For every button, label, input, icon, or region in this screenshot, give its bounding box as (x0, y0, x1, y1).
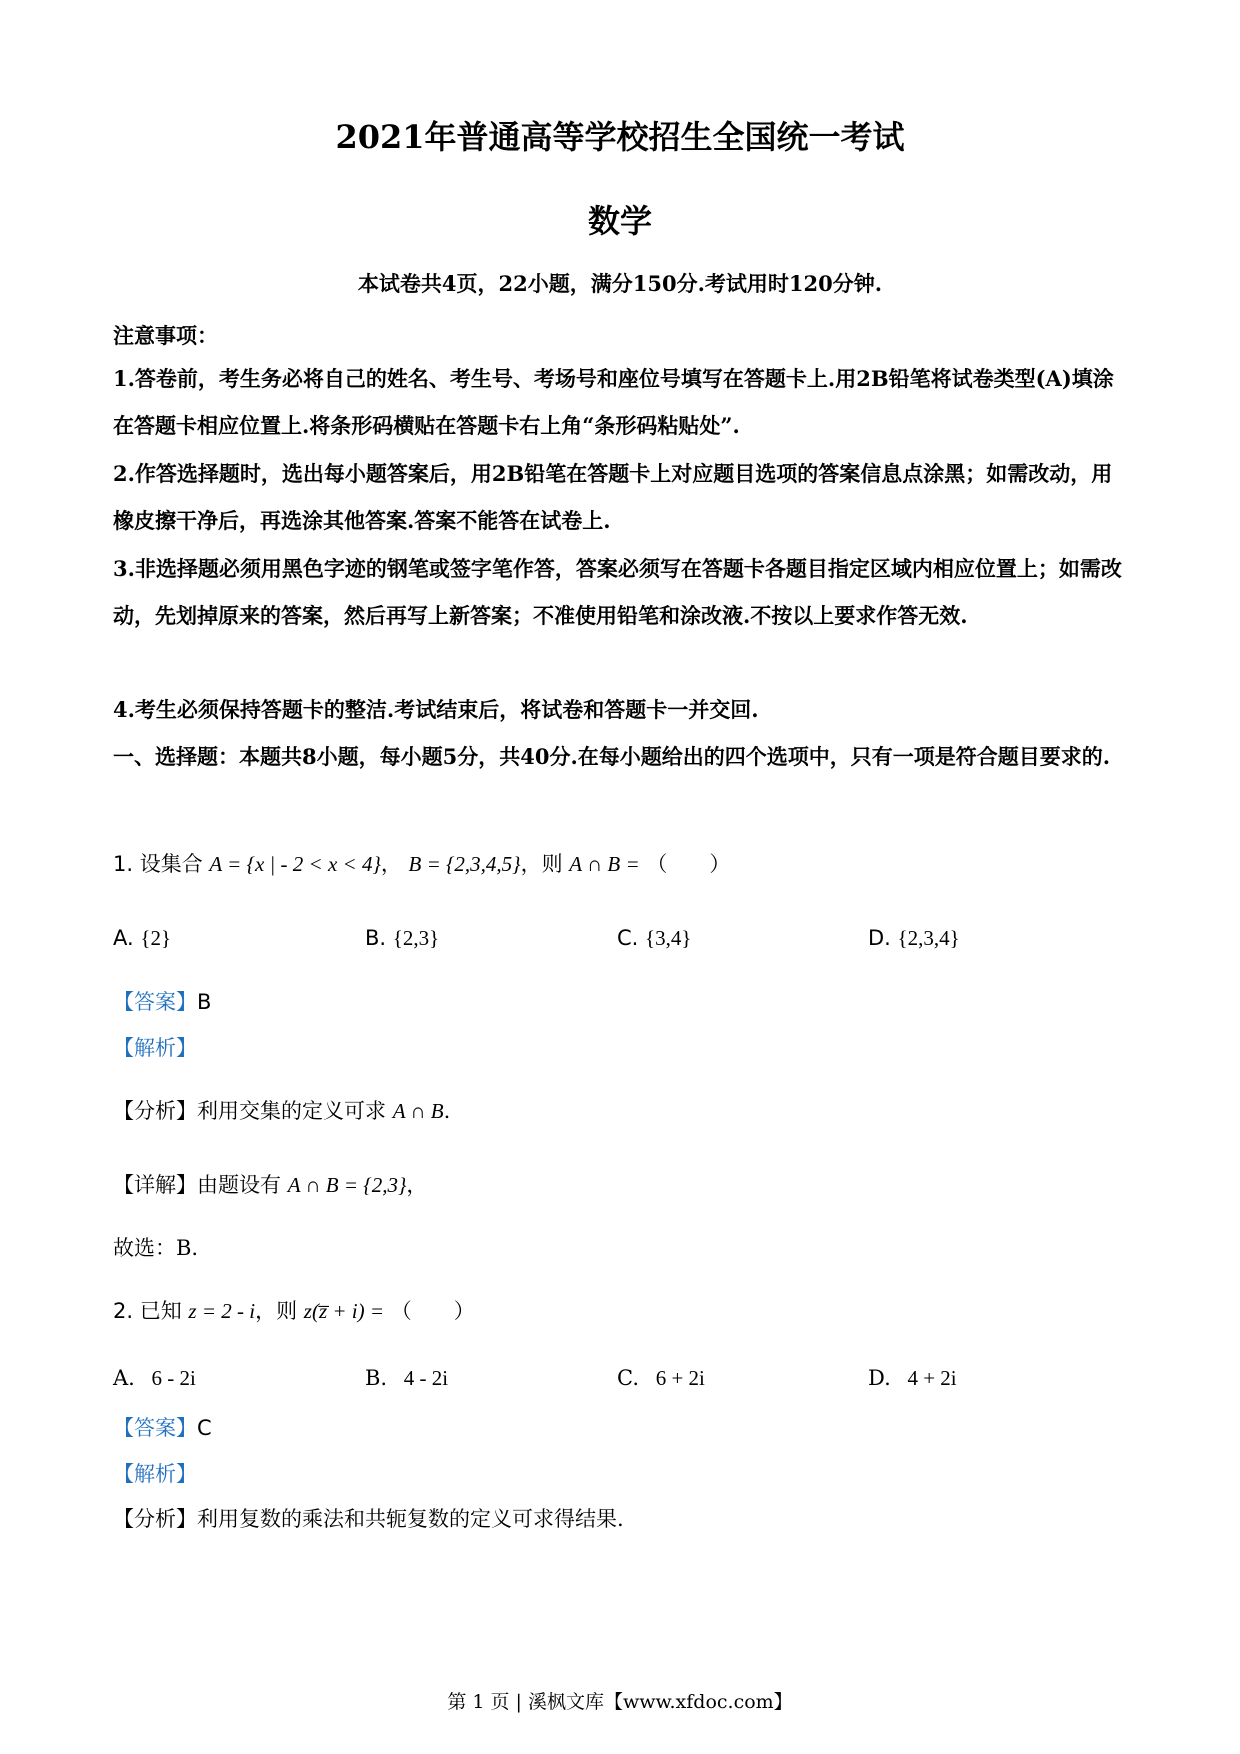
question-text: 已知 (139, 1299, 182, 1323)
option-a (113, 926, 171, 951)
option-label: A. (113, 926, 134, 950)
option-label: D. (868, 926, 891, 950)
analysis-tag: 【解析】 (113, 1036, 197, 1060)
option-c (617, 1366, 705, 1391)
option-label: D. (868, 1366, 891, 1390)
answer-paren: （ ） (646, 852, 731, 876)
fenxi-text: 利用交集的定义可求 (197, 1099, 386, 1123)
analysis-line (113, 1032, 197, 1062)
punctuation: . (443, 1099, 451, 1123)
option-a (113, 1366, 196, 1391)
option-b (365, 926, 439, 951)
option-label: B. (365, 926, 387, 950)
option-label: B. (365, 1366, 388, 1390)
analysis-line (113, 1458, 197, 1488)
question-text: ，则 (520, 852, 563, 876)
question-2-stem (113, 1295, 475, 1325)
option-label: A. (113, 1366, 135, 1390)
answer-value: B (197, 990, 212, 1014)
option-b (365, 1366, 448, 1391)
exam-title: 2021年普通高等学校招生全国统一考试 (335, 118, 905, 156)
answer-tag: 【答案】 (113, 1416, 197, 1440)
page-footer: 第 1 页 | 溪枫文库【www.xfdoc.com】 (447, 1691, 793, 1713)
choose-line: 故选：B. (113, 1236, 199, 1260)
option-label: C. (617, 926, 639, 950)
punctuation: ， (406, 1173, 428, 1197)
fenxi-tag: 【分析】 (113, 1099, 197, 1123)
answer-line (113, 986, 211, 1016)
answer-paren: （ ） (390, 1299, 475, 1323)
exam-info: 本试卷共4页，22小题，满分150分.考试用时120分钟. (357, 271, 883, 296)
detail-tag: 【详解】 (113, 1173, 197, 1197)
separator: ， (380, 852, 402, 876)
question-number: 1. (113, 852, 134, 876)
notice-item-2: 2.作答选择题时，选出每小题答案后，用2B铅笔在答题卡上对应题目选项的答案信息点涂黑；如需改动，用橡皮擦干净后，再选涂其他答案.答案不能答在试卷上. (113, 461, 1113, 533)
notice-item-3: 3.非选择题必须用黑色字迹的钢笔或签字笔作答，答案必须写在答题卡各题目指定区域内相应位置上；如需改动，先划掉原来的答案，然后再写上新答案；不准使用铅笔和涂改液.不按以上要求作答无效. (113, 556, 1122, 628)
intersection-expression: A ∩ B = (569, 852, 640, 876)
notice-item-1: 1.答卷前，考生务必将自己的姓名、考生号、考场号和座位号填写在答题卡上.用2B铅笔将试卷类型(A)填涂在答题卡相应位置上.将条形码横贴在答题卡右上角“条形码粘贴处”. (113, 366, 1114, 438)
analysis-tag: 【解析】 (113, 1462, 197, 1486)
option-value: 4 + 2i (907, 1366, 957, 1390)
option-value: {3,4} (645, 926, 692, 950)
option-d (868, 1366, 957, 1391)
subject-title: 数学 (587, 202, 652, 240)
option-d (868, 926, 960, 951)
option-value: 6 + 2i (655, 1366, 705, 1390)
option-value: 4 - 2i (403, 1366, 449, 1390)
answer-line (113, 1412, 212, 1442)
question-text: ，则 (255, 1299, 298, 1323)
detail-text: 由题设有 (197, 1173, 281, 1197)
answer-tag: 【答案】 (113, 990, 197, 1014)
set-a-expression: A = {x | - 2 < x < 4} (209, 852, 381, 876)
section-1-heading: 一、选择题：本题共8小题，每小题5分，共40分.在每小题给出的四个选项中，只有一项是符合题目要求的. (113, 744, 1111, 769)
detail-expression: A ∩ B = {2,3} (287, 1173, 407, 1197)
complex-expression: z(z̅ + i) = (303, 1299, 385, 1323)
option-c (617, 926, 691, 951)
given-expression: z = 2 - i (188, 1299, 256, 1323)
option-value: {2,3,4} (897, 926, 960, 950)
question-text: 设集合 (139, 852, 203, 876)
answer-value: C (197, 1416, 212, 1440)
option-value: 6 - 2i (151, 1366, 196, 1390)
fenxi-text: 利用复数的乘法和共轭复数的定义可求得结果. (197, 1507, 624, 1531)
set-b-expression: B = {2,3,4,5} (408, 852, 521, 876)
fenxi-expression: A ∩ B (392, 1099, 444, 1123)
fenxi-tag: 【分析】 (113, 1507, 197, 1531)
question-number: 2. (113, 1299, 134, 1323)
fenxi-line (113, 1503, 624, 1533)
fenxi-line (113, 1095, 450, 1125)
notice-heading: 注意事项： (113, 323, 218, 348)
question-1-stem (113, 848, 730, 878)
option-value: {2,3} (392, 926, 440, 950)
option-value: {2} (140, 926, 172, 950)
option-label: C. (617, 1366, 639, 1390)
detail-line (113, 1169, 427, 1199)
notice-item-4: 4.考生必须保持答题卡的整洁.考试结束后，将试卷和答题卡一并交回. (113, 697, 759, 722)
